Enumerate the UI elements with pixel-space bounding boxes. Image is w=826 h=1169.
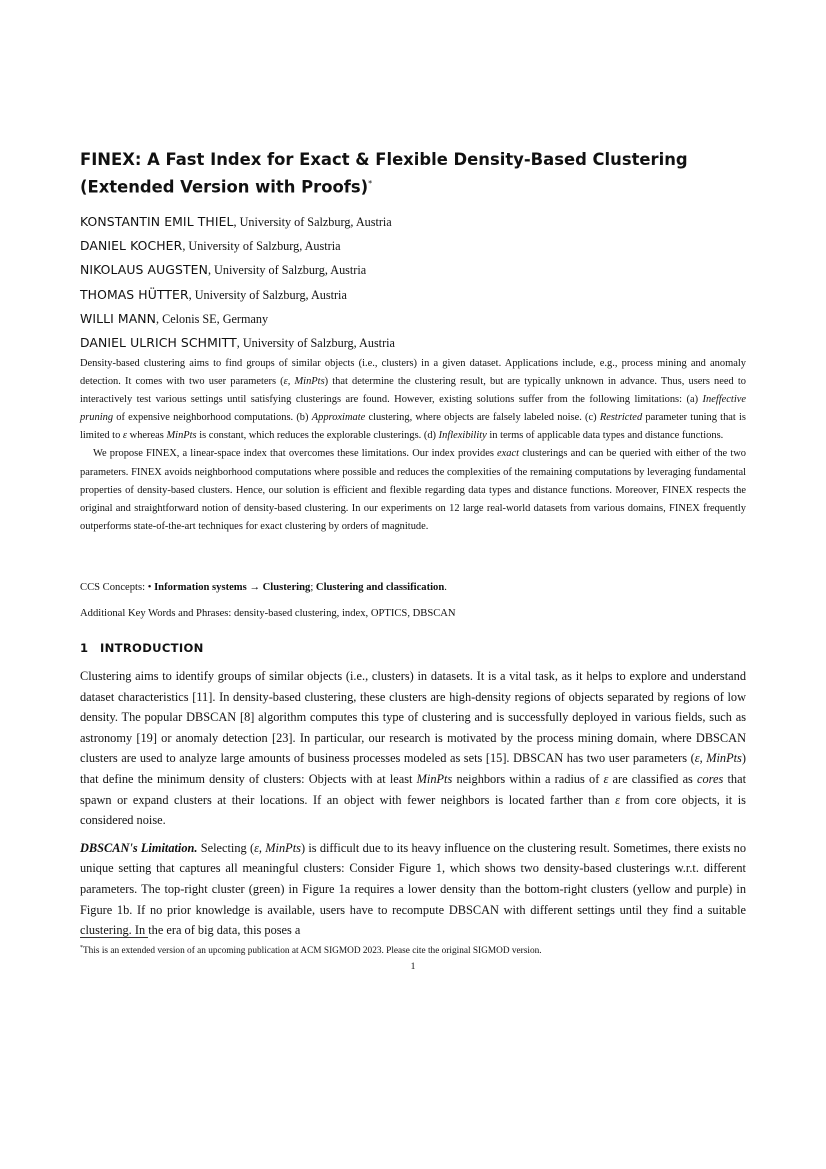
- author-affiliation: , University of Salzburg, Austria: [182, 239, 341, 254]
- section-heading: [80, 641, 204, 655]
- text-run: parameter tuning that is limited to: [80, 412, 746, 442]
- paper-title: [80, 148, 720, 199]
- ccs-separator: ;: [310, 582, 316, 593]
- author-entry: [80, 210, 740, 234]
- page-number: 1: [410, 961, 416, 972]
- text-run: are classified as: [608, 771, 698, 786]
- keywords: Additional Key Words and Phrases: density-based clustering, index, OPTICS, DBSCAN: [80, 608, 456, 619]
- author-entry: [80, 258, 740, 282]
- author-affiliation: , University of Salzburg, Austria: [233, 215, 392, 229]
- author-name: DANIEL KOCHER: [80, 238, 183, 254]
- math-epsilon: ε: [122, 430, 128, 442]
- author-entry: [80, 331, 740, 355]
- text-run: Clustering aims to identify groups of similar objects (i.e., clusters) in datasets. It is a vital task, as it helps to explore and understand dataset characteristics [11]. In density-based clustering, these clusters are high-density regions of objects separated by regions of low density. The popular DBSCAN [8] algorithm computes this type of clustering and is successfully deployed in various fields, such as astronomy [19] or anomaly detection [23]. In particular, our research is motivated by the process mining domain, where DBSCAN clusters are used to analyze large amounts of business processes modeled as sets [15]. DBSCAN has two user parameters (: [80, 669, 746, 766]
- author-entry: [80, 307, 740, 331]
- author-name: DANIEL ULRICH SCHMITT: [80, 335, 237, 351]
- abstract: [80, 355, 746, 536]
- ccs-end: .: [444, 582, 447, 593]
- emphasis: Inflexibility: [438, 430, 487, 442]
- emphasis: Approximate: [311, 412, 366, 424]
- author-list: [80, 210, 740, 355]
- intro-paragraph-1: [80, 666, 746, 831]
- emphasis: cores: [697, 771, 724, 786]
- run-in-heading: DBSCAN's Limitation.: [80, 840, 198, 855]
- section-title: INTRODUCTION: [100, 641, 204, 655]
- ccs-label: CCS Concepts: •: [80, 582, 155, 593]
- text-run: clustering, where objects are falsely labeled noise. (c): [365, 412, 600, 424]
- math-params: ε, MinPts: [694, 751, 742, 766]
- math-epsilon: ε: [615, 792, 620, 807]
- footnote-mark: *: [80, 945, 83, 951]
- footnote: [80, 942, 542, 958]
- text-run: ) is difficult due to its heavy influence on the clustering result. Sometimes, there exists no unique setting that captures all meaningful clusters: Consider Figure 1, which shows two density-based clusterings w.r.t. different parameters. The top-right cluster (green) in Figure 1a requires a lower density than the bottom-right clusters (yellow and purple) in Figure 1b. If no prior knowledge is available, users have to recompute DBSCAN with different settings until they find a suitable clustering. In the era of big data, this poses a: [80, 840, 746, 938]
- text-run: in terms of applicable data types and distance functions.: [486, 430, 724, 442]
- footnote-text: This is an extended version of an upcoming publication at ACM SIGMOD 2023. Please cite the original SIGMOD version.: [83, 946, 542, 957]
- emphasis: Restricted: [599, 412, 643, 424]
- text-run: that spawn or expand clusters at their locations. If an object with fewer neighbors is located farther than: [80, 771, 746, 807]
- text-run: We propose FINEX, a linear-space index that overcomes these limitations. Our index provides: [93, 448, 498, 460]
- author-name: NIKOLAUS AUGSTEN: [80, 262, 208, 278]
- text-run: ) that define the minimum density of clusters: Objects with at least: [80, 751, 746, 786]
- ccs-concepts: [80, 580, 746, 596]
- title-footnote-mark: *: [368, 179, 373, 188]
- footnote-rule: [80, 937, 148, 938]
- author-entry: [80, 234, 740, 258]
- abstract-paragraph-1: [80, 355, 746, 445]
- text-run: ) that determine the clustering result, but are typically unknown in advance. Thus, users need to interactively test various settings until satisfying clusterings are found. However, existing solutions suffer from the following limitations: (a): [80, 376, 747, 406]
- author-affiliation: , Celonis SE, Germany: [156, 311, 269, 326]
- author-entry: [80, 283, 740, 307]
- author-affiliation: , University of Salzburg, Austria: [207, 263, 367, 278]
- text-run: of expensive neighborhood computations. (b): [113, 412, 312, 424]
- emphasis: Ineffective pruning: [80, 394, 746, 424]
- text-run: clusterings and can be queried with either of the two parameters. FINEX avoids neighborhood computations where possible and reduces the complexities of the remaining computations by leveraging fundamental properties of density-based clusters. Hence, our solution is efficient and flexible regarding data types and distance functions. Moreover, FINEX respects the original and straightforward notion of density-based clustering. In our experiments on 12 large real-world datasets from various domains, FINEX frequently outperforms state-of-the-art techniques for exact clustering by orders of magnitude.: [80, 448, 746, 532]
- text-run: whereas: [127, 430, 167, 442]
- title-line-1: FINEX: A Fast Index for Exact & Flexible Density-Based Clustering: [80, 150, 688, 169]
- author-name: THOMAS HÜTTER: [80, 286, 189, 302]
- text-run: neighbors within a radius of: [452, 771, 604, 786]
- math-params: ε, MinPts: [254, 840, 301, 855]
- emphasis: exact: [497, 448, 520, 460]
- intro-paragraph-2: [80, 838, 746, 941]
- ccs-concept: Clustering and classification: [315, 582, 445, 593]
- section-number: 1: [80, 641, 89, 655]
- introduction-body: [80, 666, 746, 941]
- author-name: KONSTANTIN EMIL THIEL: [80, 214, 234, 229]
- title-line-2: (Extended Version with Proofs): [80, 177, 369, 197]
- author-name: WILLI MANN: [80, 310, 157, 326]
- author-affiliation: , University of Salzburg, Austria: [236, 336, 395, 351]
- text-run: is constant, which reduces the explorable clusterings. (d): [196, 430, 439, 442]
- text-run: Density-based clustering aims to find groups of similar objects (i.e., clusters) in a given dataset. Applications include, e.g., process mining and anomaly detection. It comes with two user parameters (: [80, 358, 746, 388]
- ccs-concept: Information systems → Clustering: [154, 582, 311, 593]
- math-epsilon: ε: [603, 771, 609, 786]
- math-minpts: MinPts: [416, 771, 453, 786]
- author-affiliation: , University of Salzburg, Austria: [188, 287, 347, 302]
- text-run: from core objects, it is considered noise.: [80, 792, 746, 828]
- text-run: Selecting (: [197, 840, 255, 855]
- abstract-paragraph-2: [80, 445, 746, 535]
- math-minpts: MinPts: [166, 430, 197, 442]
- math-params: ε, MinPts: [283, 376, 325, 388]
